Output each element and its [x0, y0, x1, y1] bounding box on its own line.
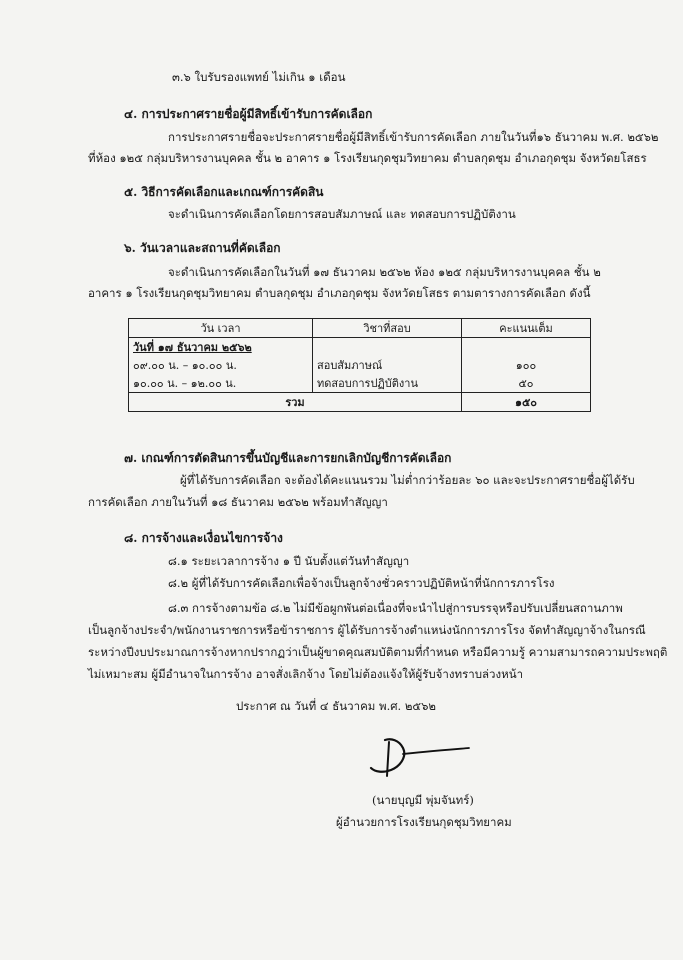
schedule-table — [128, 318, 591, 412]
table-row — [129, 338, 591, 357]
section-4-line-2: ที่ห้อง ๑๒๕ กลุ่มบริหารงานบุคคล ชั้น ๒ อาคาร ๑ โรงเรียนกุดชุมวิทยาคม ตำบลกุดชุม อำเภอกุดชุม จังหวัดยโสธร — [88, 151, 647, 165]
row-subject: ทดสอบการปฏิบัติงาน — [313, 374, 462, 393]
section-8-1: ๘.๑ ระยะเวลาการจ้าง ๑ ปี นับตั้งแต่วันทำสัญญา — [168, 554, 410, 568]
section-5-heading: ๕. วิธีการคัดเลือกและเกณฑ์การคัดสิน — [124, 185, 324, 199]
announce-date: ประกาศ ณ วันที่ ๔ ธันวาคม พ.ศ. ๒๕๖๒ — [236, 699, 437, 713]
section-8-3-cont-3: ไม่เหมาะสม ผู้มีอำนาจในการจ้าง อาจสั่งเลิกจ้าง โดยไม่ต้องแจ้งให้ผู้รับจ้างทราบล่วงหน้า — [88, 667, 524, 681]
header-datetime: วัน เวลา — [129, 319, 313, 338]
section-7-heading: ๗. เกณฑ์การตัดสินการขึ้นบัญชีและการยกเลิกบัญชีการคัดเลือก — [124, 451, 452, 465]
row-score: ๑๐๐ — [462, 356, 591, 374]
section-8-heading: ๘. การจ้างและเงื่อนไขการจ้าง — [124, 531, 283, 545]
item-3-6: ๓.๖ ใบรับรองแพทย์ ไม่เกิน ๑ เดือน — [172, 70, 346, 84]
section-4-heading: ๔. การประกาศรายชื่อผู้มีสิทธิ์เข้ารับการคัดเลือก — [124, 107, 373, 121]
signer-title: ผู้อำนวยการโรงเรียนกุดชุมวิทยาคม — [336, 815, 512, 829]
row-time: ๑๐.๐๐ น. – ๑๒.๐๐ น. — [129, 374, 313, 393]
section-8-3-cont-2: ระหว่างปีงบประมาณการจ้างหากปรากฏว่าเป็นผู้ขาดคุณสมบัติตามที่กำหนด หรือมีความรู้ ความสามารถความประพฤติ — [88, 645, 668, 659]
total-score: ๑๕๐ — [462, 393, 591, 412]
signature-icon — [365, 732, 475, 782]
table-header-row — [129, 319, 591, 338]
table-row — [129, 356, 591, 374]
section-8-3: ๘.๓ การจ้างตามข้อ ๘.๒ ไม่มีข้อผูกพันต่อเนื่องที่จะนำไปสู่การบรรจุหรือปรับเปลี่ยนสถานภาพ — [168, 601, 623, 615]
signer-name: (นายบุญมี พุ่มจันทร์) — [372, 793, 474, 807]
table-row — [129, 374, 591, 393]
section-6-line-1: จะดำเนินการคัดเลือกในวันที่ ๑๗ ธันวาคม ๒๕๖๒ ห้อง ๑๒๕ กลุ่มบริหารงานบุคคล ชั้น ๒ — [168, 265, 601, 279]
section-6-line-2: อาคาร ๑ โรงเรียนกุดชุมวิทยาคม ตำบลกุดชุม อำเภอกุดชุม จังหวัดยโสธร ตามตารางการคัดเลือก ดังนี้ — [88, 286, 591, 300]
row-time: ๐๙.๐๐ น. – ๑๐.๐๐ น. — [129, 356, 313, 374]
row-subject: สอบสัมภาษณ์ — [313, 356, 462, 374]
section-8-2: ๘.๒ ผู้ที่ได้รับการคัดเลือกเพื่อจ้างเป็นลูกจ้างชั่วคราวปฏิบัติหน้าที่นักการภารโรง — [168, 576, 555, 590]
section-4-line-1: การประกาศรายชื่อจะประกาศรายชื่อผู้มีสิทธิ์เข้ารับการคัดเลือก ภายในวันที่๑๖ ธันวาคม พ.ศ. ๒๕๖๒ — [168, 130, 659, 144]
table-total-row — [129, 393, 591, 412]
header-full-score: คะแนนเต็ม — [462, 319, 591, 338]
section-5-line-1: จะดำเนินการคัดเลือกโดยการสอบสัมภาษณ์ และ ทดสอบการปฏิบัติงาน — [168, 207, 516, 221]
section-8-3-cont-1: เป็นลูกจ้างประจำ/พนักงานราชการหรือข้าราชการ ผู้ได้รับการจ้างตำแหน่งนักการภารโรง จัดทำสัญญาจ้างในกรณี — [88, 623, 646, 637]
row-score: ๕๐ — [462, 374, 591, 393]
total-label: รวม — [129, 393, 462, 412]
section-6-heading: ๖. วันเวลาและสถานที่คัดเลือก — [124, 241, 281, 255]
header-subject: วิชาที่สอบ — [313, 319, 462, 338]
section-7-line-1: ผู้ที่ได้รับการคัดเลือก จะต้องได้คะแนนรวม ไม่ต่ำกว่าร้อยละ ๖๐ และจะประกาศรายชื่อผู้ได้รับ — [180, 473, 635, 487]
exam-date: วันที่ ๑๗ ธันวาคม ๒๕๖๒ — [133, 341, 252, 354]
section-7-line-2: การคัดเลือก ภายในวันที่ ๑๘ ธันวาคม ๒๕๖๒ พร้อมทำสัญญา — [88, 495, 388, 509]
